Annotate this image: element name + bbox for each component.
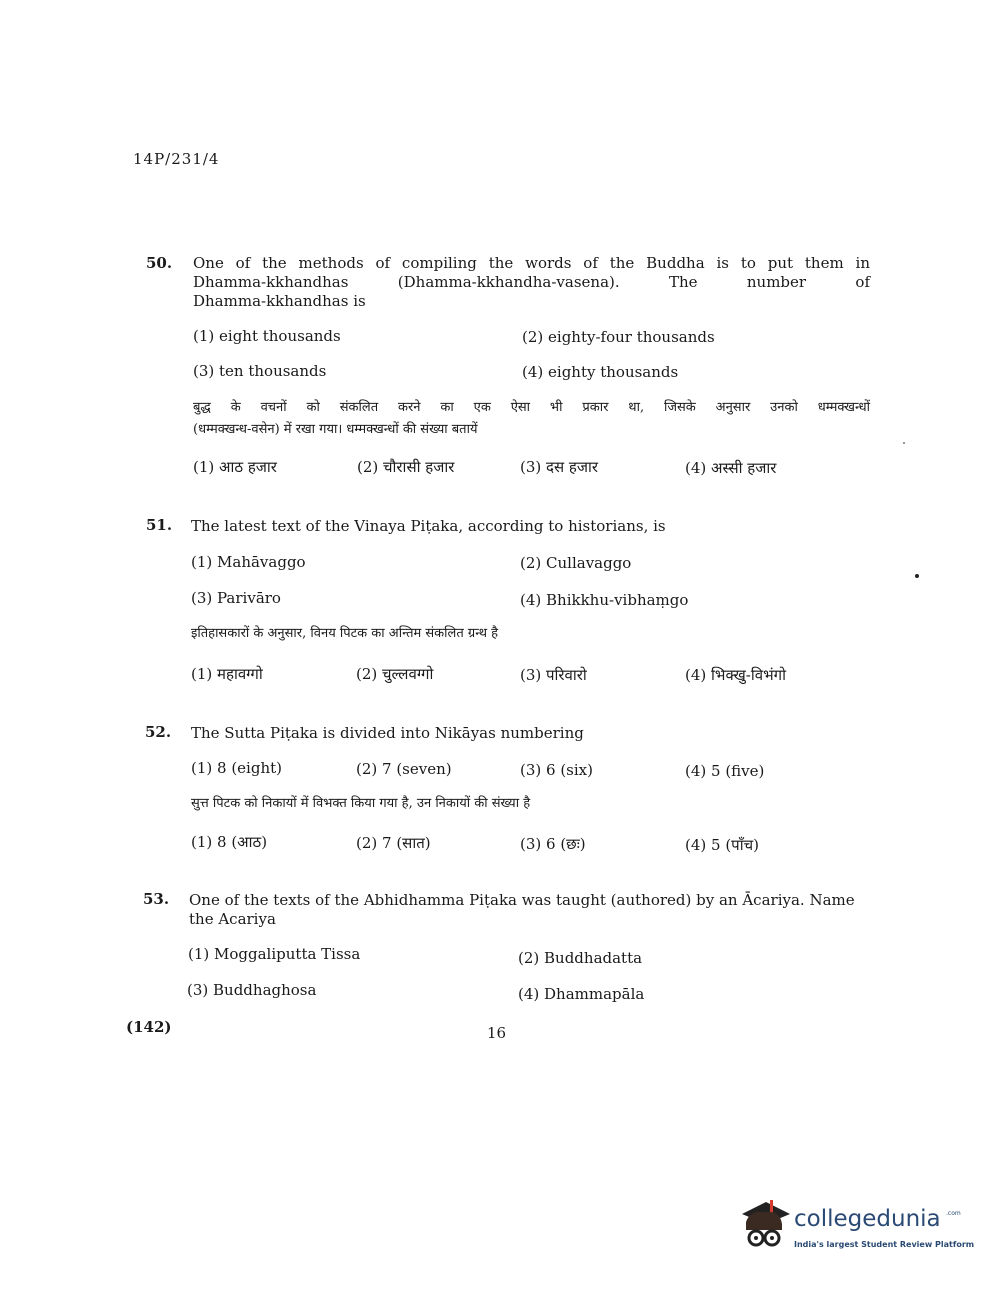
question-51-option-4: (4) Bhikkhu-vibhaṃgo <box>520 591 689 609</box>
question-52-hindi-text: सुत्त पिटक को निकायों में विभक्त किया गया है, उन निकायों की संख्या है <box>191 796 531 811</box>
question-53-option-1: (1) Moggaliputta Tissa <box>188 945 361 963</box>
question-50-hindi-option-3: (3) दस हजार <box>520 458 599 476</box>
question-53-number: 53. <box>143 890 170 908</box>
brand-tagline: India's largest Student Review Platform <box>794 1240 975 1249</box>
question-50-hindi-text <box>193 397 870 441</box>
question-53-line-2: the Acariya <box>189 910 276 928</box>
paper-code: 14P/231/4 <box>133 150 220 168</box>
question-50-line-1: One of the methods of compiling the words of the Buddha is to put them in <box>193 254 870 272</box>
question-50-hindi-option-4: (4) अस्सी हजार <box>685 459 777 477</box>
question-52-option-4: (4) 5 (five) <box>685 762 765 780</box>
question-50-hindi-line-2: (धम्मक्खन्ध-वसेन) में रखा गया। धम्मक्खन्धों की संख्या बतायें <box>193 422 478 437</box>
question-50-hindi-option-2: (2) चौरासी हजार <box>357 458 455 476</box>
footer-code: (142) <box>126 1018 172 1036</box>
mascot-icon <box>736 1196 792 1260</box>
question-51-hindi-text: इतिहासकारों के अनुसार, विनय पिटक का अन्तिम संकलित ग्रन्थ है <box>191 626 499 641</box>
question-50-hindi-option-1: (1) आठ हजार <box>193 458 277 476</box>
scan-dot <box>915 574 919 578</box>
question-51-text: The latest text of the Vinaya Piṭaka, according to historians, is <box>191 517 666 535</box>
question-50-line-2: Dhamma-kkhandhas (Dhamma-kkhandha-vasena). The number of <box>193 273 870 291</box>
question-50-option-3: (3) ten thousands <box>193 362 327 380</box>
question-53-option-2: (2) Buddhadatta <box>518 949 643 967</box>
collegedunia-logo <box>736 1196 975 1260</box>
question-52-hindi-option-1: (1) 8 (आठ) <box>191 833 268 851</box>
question-53-option-4: (4) Dhammapāla <box>518 985 645 1003</box>
question-53-line-1: One of the texts of the Abhidhamma Piṭaka was taught (authored) by an Ācariya. Name <box>189 891 855 909</box>
question-51-option-1: (1) Mahāvaggo <box>191 553 306 571</box>
question-51-hindi-option-2: (2) चुल्लवग्गो <box>356 665 434 683</box>
question-50-option-2: (2) eighty-four thousands <box>522 328 715 346</box>
question-50-number: 50. <box>146 254 173 272</box>
question-52-hindi-option-4: (4) 5 (पाँच) <box>685 836 759 854</box>
question-51-hindi-option-1: (1) महावग्गो <box>191 665 263 683</box>
question-53-text <box>189 891 869 929</box>
question-52-option-1: (1) 8 (eight) <box>191 759 282 777</box>
question-50-line-3: Dhamma-kkhandhas is <box>193 292 366 310</box>
question-50-option-1: (1) eight thousands <box>193 327 341 345</box>
question-51-hindi-option-4: (4) भिक्खु-विभंगो <box>685 666 786 684</box>
question-50-text <box>193 254 870 311</box>
question-52-option-3: (3) 6 (six) <box>520 761 593 779</box>
question-52-option-2: (2) 7 (seven) <box>356 760 452 778</box>
question-52-number: 52. <box>145 723 172 741</box>
brand-domain: .com <box>946 1210 961 1217</box>
question-52-hindi-option-2: (2) 7 (सात) <box>356 834 431 852</box>
question-51-number: 51. <box>146 516 173 534</box>
question-51-option-2: (2) Cullavaggo <box>520 554 632 572</box>
question-53-option-3: (3) Buddhaghosa <box>187 981 317 999</box>
page-number: 16 <box>487 1024 507 1042</box>
scan-dot <box>903 442 905 444</box>
brand-name: collegedunia <box>794 1206 941 1232</box>
question-52-hindi-option-3: (3) 6 (छः) <box>520 835 586 853</box>
question-50-hindi-line-1: बुद्ध के वचनों को संकलित करने का एक ऐसा भी प्रकार था, जिसके अनुसार उनको धम्मक्खन्धों <box>193 400 870 415</box>
question-51-hindi-option-3: (3) परिवारो <box>520 666 587 684</box>
question-52-text: The Sutta Piṭaka is divided into Nikāyas numbering <box>191 724 584 742</box>
question-51-option-3: (3) Parivāro <box>191 589 281 607</box>
question-50-option-4: (4) eighty thousands <box>522 363 679 381</box>
